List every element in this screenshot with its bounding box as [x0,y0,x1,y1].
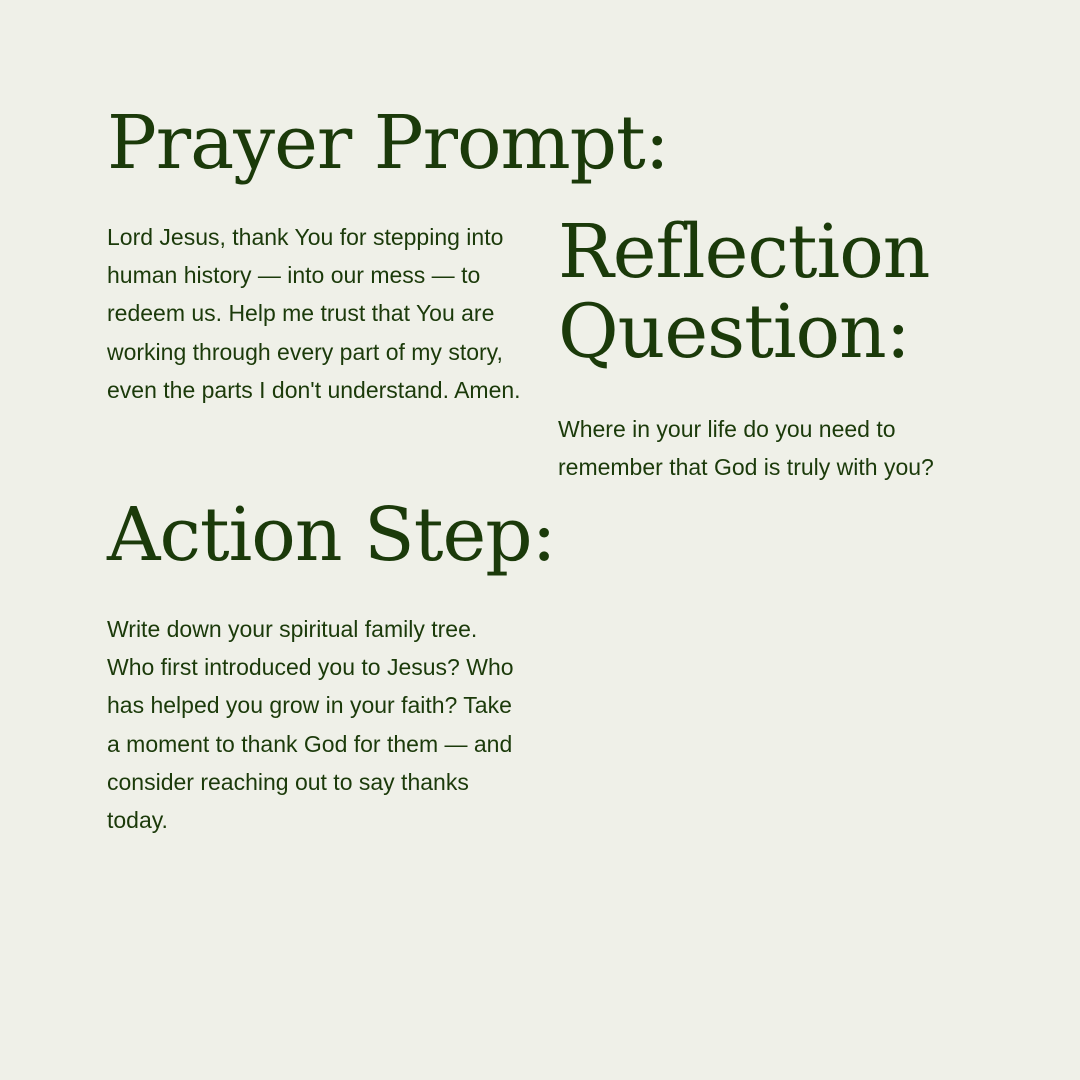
prayer-prompt-text: Lord Jesus, thank You for stepping into human history — into our mess — to redeem us. Help me trust that You are working through every part of my story, even the parts I don't understand. Amen. [107,224,521,403]
action-step-section [107,490,556,839]
action-step-text: Write down your spiritual family tree. Who first introduced you to Jesus? Who has helped you grow in your faith? Take a moment to thank God for them — and consider reaching out to say thanks today. [107,616,514,834]
prayer-prompt-heading: Prayer Prompt: [107,100,669,186]
reflection-question-section [558,209,998,486]
prayer-prompt-section [107,98,669,409]
action-step-heading: Action Step: [107,492,556,578]
reflection-question-heading: Reflection Question: [558,209,930,375]
reflection-question-text: Where in your life do you need to remember that God is truly with you? [558,416,934,481]
